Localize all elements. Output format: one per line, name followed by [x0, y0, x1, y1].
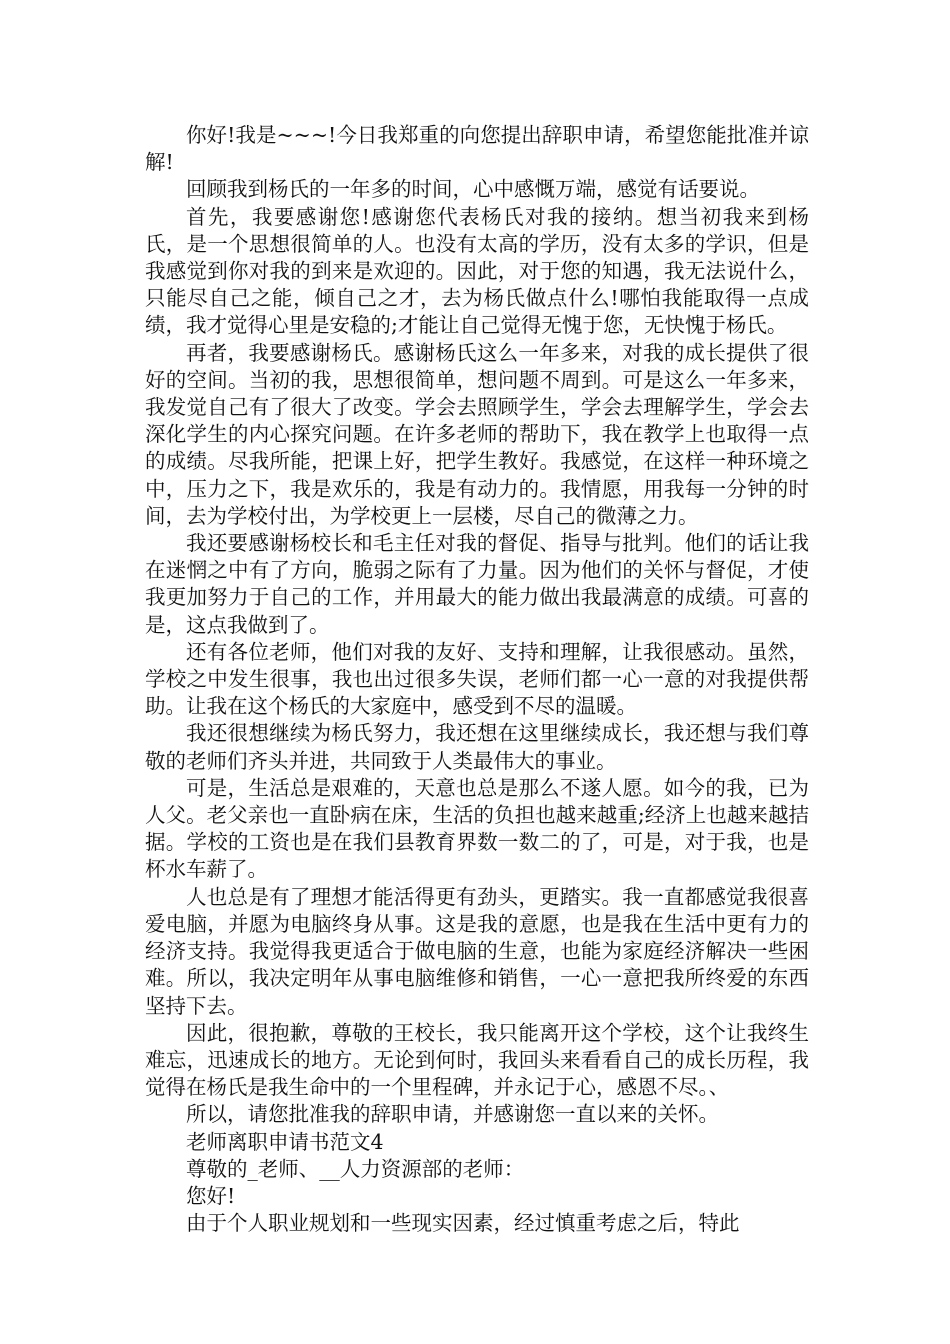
salutation: 尊敬的_老师、__人力资源部的老师：	[186, 1156, 525, 1181]
section-heading: 老师离职申请书范文4	[186, 1129, 384, 1154]
paragraph-thanks-school: 再者，我要感谢杨氏。感谢杨氏这么一年多来，对我的成长提供了很好的空间。当初的我，思想很简单，想问题不周到。可是这么一年多来，我发觉自己有了很大了改变。学会去照顾学生，学会去理解学生，学会去深化学生的内心探究问题。在许多老师的帮助下，我在教学上也取得一点的成绩。尽我所能，把课上好，把学生教好。我感觉，在这样一种环境之中，压力之下，我是欢乐的，我是有动力的。我情愿，用我每一分钟的时间，去为学校付出，为学校更上一层楼，尽自己的微薄之力。	[145, 340, 809, 528]
paragraph-thanks-principal: 我还要感谢杨校长和毛主任对我的督促、指导与批判。他们的话让我在迷惘之中有了方向，脆弱之际有了力量。因为他们的关怀与督促，才使我更加努力于自己的工作，并用最大的能力做出我最满意的成绩。可喜的是，这点我做到了。	[145, 531, 809, 637]
paragraph-wish-to-stay: 我还很想继续为杨氏努力，我还想在这里继续成长，我还想与我们尊敬的老师们齐头并进，共同致于人类最伟大的事业。	[145, 721, 809, 773]
paragraph-request: 所以，请您批准我的辞职申请，并感谢您一直以来的关怀。	[186, 1102, 719, 1127]
paragraph-ideal: 人也总是有了理想才能活得更有劲头，更踏实。我一直都感觉我很喜爱电脑，并愿为电脑终身从事。这是我的意愿，也是我在生活中更有力的经济支持。我觉得我更适合于做电脑的生意，也能为家庭经济解决一些困难。所以，我决定明年从事电脑维修和销售，一心一意把我所终爱的东西坚持下去。	[145, 884, 809, 1018]
paragraph-greeting: 你好!我是~~~!今日我郑重的向您提出辞职申请，希望您能批准并谅解!	[145, 123, 809, 175]
paragraph-review: 回顾我到杨氏的一年多的时间，心中感慨万端，感觉有话要说。	[186, 177, 760, 202]
greeting-line: 您好!	[186, 1183, 236, 1208]
letter-body	[145, 122, 809, 1237]
paragraph-hardship: 可是，生活总是艰难的，天意也总是那么不遂人愿。如今的我，已为人父。老父亲也一直卧病在床，生活的负担也越来越重;经济上也越来越拮据。学校的工资也是在我们县教育界数一数二的了，可是，对于我，也是杯水车薪了。	[145, 775, 809, 882]
paragraph-thanks-teachers: 还有各位老师，他们对我的友好、支持和理解，让我很感动。虽然，学校之中发生很事，我也出过很多失误，老师们都一心一意的对我提供帮助。让我在这个杨氏的大家庭中，感受到不尽的温暖。	[145, 639, 809, 719]
paragraph-reason: 由于个人职业规划和一些现实因素，经过慎重考虑之后，特此	[186, 1211, 740, 1236]
paragraph-apology: 因此，很抱歉，尊敬的王校长，我只能离开这个学校，这个让我终生难忘，迅速成长的地方。无论到何时，我回头来看看自己的成长历程，我觉得在杨氏是我生命中的一个里程碑，并永记于心，感恩不尽。、	[145, 1020, 809, 1100]
paragraph-thanks-leader: 首先，我要感谢您!感谢您代表杨氏对我的接纳。想当初我来到杨氏，是一个思想很简单的人。也没有太高的学历，没有太多的学识，但是我感觉到你对我的到来是欢迎的。因此，对于您的知遇，我无法说什么，只能尽自己之能，倾自己之才，去为杨氏做点什么!哪怕我能取得一点成绩，我才觉得心里是安稳的;才能让自己觉得无愧于您，无快愧于杨氏。	[145, 204, 809, 338]
